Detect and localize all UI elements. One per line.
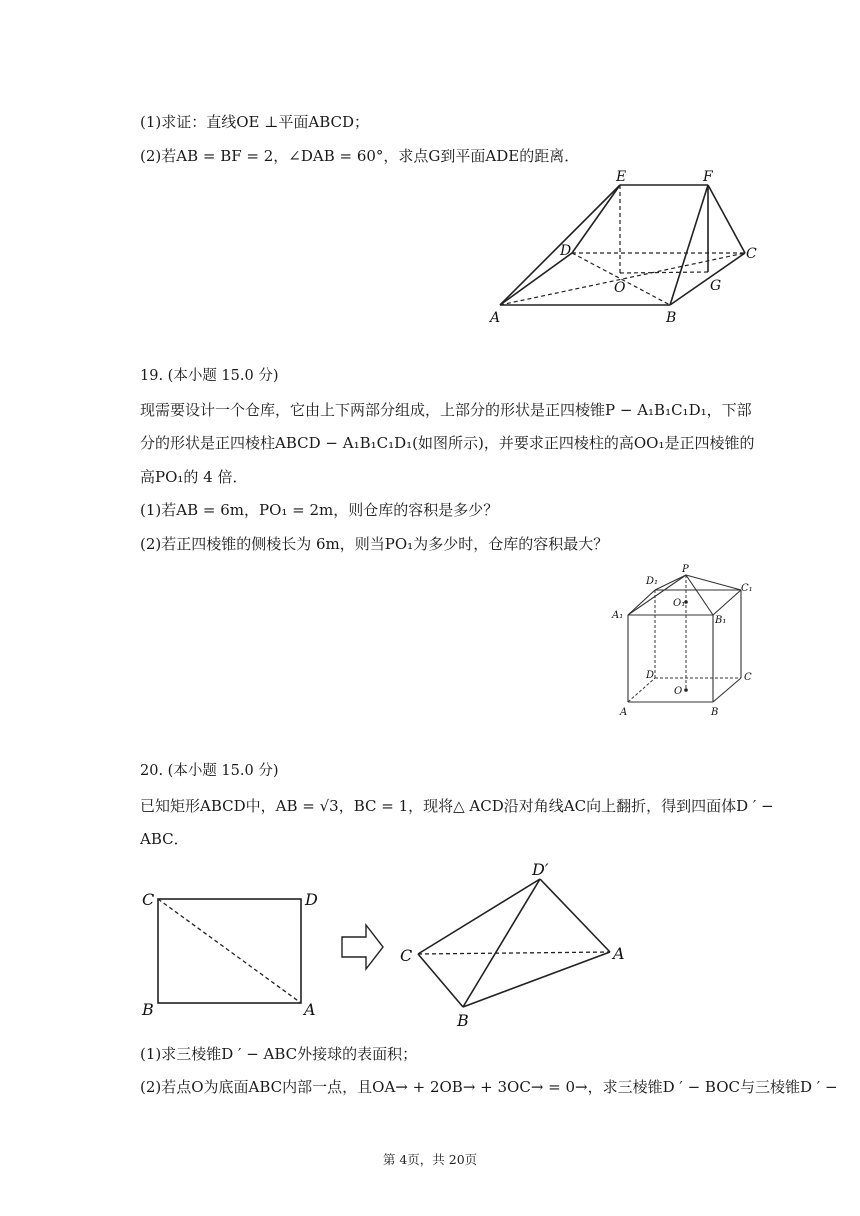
label-B: B: [666, 310, 677, 326]
label-Dp: D′: [532, 860, 549, 879]
label-P: P: [682, 564, 689, 575]
label-O1: O₁: [673, 598, 686, 609]
q20-figure: [130, 855, 640, 1030]
q20-text-2: ABC．: [140, 830, 189, 848]
edge-FC: [708, 185, 745, 253]
label-A: A: [304, 1000, 316, 1019]
q19-text-1: 现需要设计一个仓库，它由上下两部分组成，上部分的形状是正四棱锥P − A₁B₁C₁D₁，下部: [140, 401, 752, 419]
label-B1: B₁: [715, 615, 727, 626]
label-B2: B: [457, 1011, 469, 1030]
label-D: D: [646, 670, 655, 681]
q19-part1: (1)若AB = 6m，PO₁ = 2m，则仓库的容积是多少？: [140, 501, 499, 519]
arrow-icon: [342, 925, 383, 969]
edge-OG: [620, 272, 708, 273]
label-C: C: [142, 890, 155, 909]
label-O: O: [614, 280, 626, 296]
label-B: B: [142, 1000, 154, 1019]
label-O: O: [674, 686, 683, 697]
label-B: B: [711, 707, 719, 718]
q20-header: 20. (本小题 15.0 分): [140, 763, 279, 779]
label-D: D: [560, 243, 572, 259]
label-C: C: [744, 672, 752, 683]
label-C: C: [746, 246, 757, 262]
q20-part2: (2)若点O为底面ABC内部一点，且OA→ + 2OB→ + 3OC→ = 0→，求三棱锥D ′ − BOC与三棱锥D ′ −: [140, 1078, 838, 1096]
page-footer: 第 4页，共 20页: [382, 1152, 478, 1167]
label-A: A: [490, 310, 501, 326]
q18-part1: (1)求证：直线OE ⊥平面ABCD；: [140, 113, 370, 131]
q19-part2: (2)若正四棱锥的侧棱长为 6m，则当PO₁为多少时，仓库的容积最大？: [140, 535, 609, 553]
q18-figure: [480, 165, 770, 330]
q18-part2: (2)若AB = BF = 2，∠DAB = 60°，求点G到平面ADE的距离．: [140, 147, 580, 165]
label-A1: A₁: [612, 610, 624, 621]
label-F: F: [703, 169, 713, 185]
label-E: E: [616, 169, 627, 185]
diag-DB: [572, 253, 670, 305]
label-A: A: [620, 707, 628, 718]
label-D1: D₁: [646, 576, 659, 587]
label-C2: C: [400, 946, 413, 965]
q20-text-1: 已知矩形ABCD中，AB = √3，BC = 1，现将△ ACD沿对角线AC向上翻折，得到四面体D ′ −: [140, 797, 774, 815]
label-C1: C₁: [741, 583, 753, 594]
q19-text-2: 分的形状是正四棱柱ABCD − A₁B₁C₁D₁(如图所示)，并要求正四棱柱的高OO₁是正四棱锥的: [140, 434, 755, 452]
label-A2: A: [613, 944, 625, 963]
edge-DE: [572, 185, 620, 253]
label-D: D: [305, 890, 318, 909]
label-G: G: [710, 278, 722, 294]
diag-CA: [158, 899, 301, 1003]
edge-FB: [670, 185, 708, 305]
q19-text-3: 高PO₁的 4 倍．: [140, 468, 248, 486]
q19-header: 19. (本小题 15.0 分): [140, 368, 279, 384]
q19-figure: [608, 560, 758, 720]
q20-part1: (1)求三棱锥D ′ − ABC外接球的表面积；: [140, 1045, 418, 1063]
